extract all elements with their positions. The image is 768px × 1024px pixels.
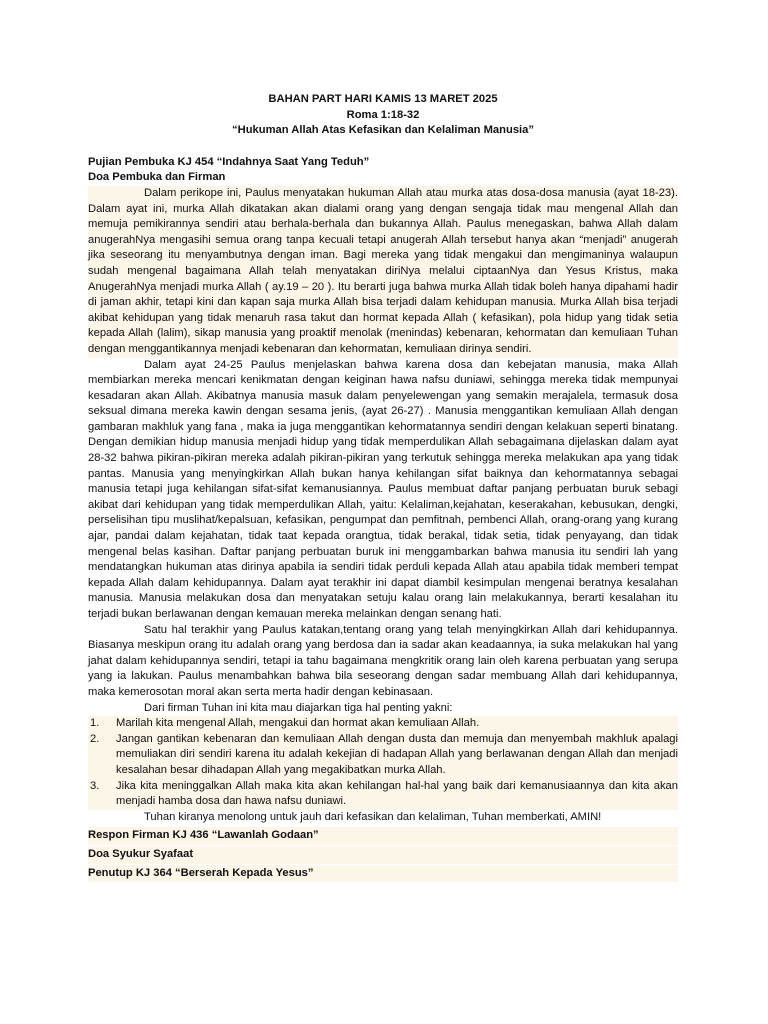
document-header: [88, 92, 678, 139]
paragraph-1: Dalam perikope ini, Paulus menyatakan hukuman Allah atau murka atas dosa-dosa manusia (ayat 18-23). Dalam ayat ini, murka Allah dikatakan akan dialami orang yang dengan sengaja tidak mau mengenal Allah dan memuja pemikirannya sendiri atau berhala-berhala dan bukannya Allah. Paulus menegaskan, bahwa Allah dalam anugerahNya mengasihi semua orang tanpa kecuali tetapi anugerah Allah tersebut hanya akan “menjadi” anugerah jika seseorang itu menyambutnya dengan iman. Bagi mereka yang tidak mengakui dan mengimaninya walaupun sudah mengenal bagaimana Allah telah menyatakan diriNya melalui ciptaanNya dan Yesus Kristus, maka AnugerahNya menjadi murka Allah ( ay.19 – 20 ). Itu berarti juga bahwa murka Allah tidak boleh hanya dipahami hadir di jaman akhir, tetapi kini dan kapan saja murka Allah bisa terjadi dalam kehidupan manusia. Murka Allah bisa terjadi akibat kehidupan yang tidak menaruh rasa takut dan hormat kepada Allah ( kefasikan), pola hidup yang tidak setia kepada Allah (lalim), sikap manusia yang proaktif menolak (menindas) kebenaran, kehormatan dan kemuliaan Tuhan dengan menggantikannya menjadi kebenaran dan kehormatan, kemuliaan dirinya sendiri.: [88, 186, 678, 358]
closing-blessing: Tuhan kiranya menolong untuk jauh dari kefasikan dan kelaliman, Tuhan memberkati, AMIN!: [144, 810, 602, 823]
closing-hymn: Penutup KJ 364 “Berserah Kepada Yesus”: [88, 865, 678, 883]
document-page: [88, 92, 678, 883]
list-item: 2. Jangan gantikan kebenaran dan kemuliaan Allah dengan dusta dan memuja dan menyembah makhluk apalagi memuliakan diri sendiri karena itu adalah kekejian di hadapan Allah yang berlawanan dengan Allah dan menjadi kesalahan besar dihadapan Allah yang megakibatkan murka Allah.: [88, 732, 678, 779]
paragraph-4: Dari firman Tuhan ini kita mau diajarkan tiga hal penting yakni:: [144, 701, 453, 714]
response-hymn: Respon Firman KJ 436 “Lawanlah Godaan”: [88, 827, 678, 845]
header-scripture: Roma 1:18-32: [346, 108, 420, 121]
paragraph-2: Dalam ayat 24-25 Paulus menjelaskan bahwa karena dosa dan kebejatan manusia, maka Allah membiarkan mereka mencari kenikmatan dengan keiginan hawa nafsu duniawi, sehingga mereka tidak mempunyai kesadaran akan Allah. Akibatnya manusia masuk dalam penyelewengan yang semakin merajalela, termasuk dosa seksual dimana mereka kawin dengan sesama jenis, (ayat 26-27) . Manusia menggantikan kemuliaan Allah dengan gambaran makhluk yang fana , maka ia juga menggantikan kehormatannya sendiri dengan kelakuan seperti binatang. Dengan demikian hidup manusia menjadi hidup yang tidak memperdulikan Allah sebagaimana dijelaskan dalam ayat 28-32 bahwa pikiran-pikiran mereka adalah pikiran-pikiran yang terkutuk sehingga mereka melakukan apa yang tidak pantas. Manusia yang menyingkirkan Allah bukan hanya kehilangan sifat baiknya dan kehormatannya sebagai manusia tetapi juga kehilangan sifat-sifat kemanusiannya. Paulus membuat daftar panjang perbuatan buruk sebagi akibat dari kehidupan yang tidak memperdulikan Allah, yaitu: Kelaliman,kejahatan, keserakahan, kebusukan, dengki, perselisihan tipu muslihat/kepalsuan, kefasikan, pengumpat dan pemfitnah, pembenci Allah, orang-orang yang kurang ajar, pandai dalam kejahatan, tidak taat kepada orangtua, tidak berakal, tidak setia, tidak penyayang, dan tidak mengenal belas kasihan. Daftar panjang perbuatan buruk ini menggambarkan bahwa manusia itu sendiri lah yang mendatangkan hukuman atas dirinya apabila ia sendiri tidak perduli kepada Allah atau apabila tidak memberi tempat kepada Allah dalam kehidupannya. Dalam ayat terakhir ini dapat diambil kesimpulan mengenai beratnya kesalahan manusia. Manusia melakukan dosa dan menyatakan setuju kalau orang lain melakukannya, berarti kesalahan itu terjadi bukan berlawanan dengan kemauan mereka melainkan dengan senang hati.: [88, 358, 678, 620]
header-title: BAHAN PART HARI KAMIS 13 MARET 2025: [268, 93, 498, 105]
opening-prayer: Doa Pembuka dan Firman: [88, 171, 226, 184]
intercessory-prayer: Doa Syukur Syafaat: [88, 846, 678, 864]
list-item: 1. Marilah kita mengenal Allah, mengakui dan hormat akan kemuliaan Allah.: [88, 716, 678, 732]
liturgy-tail: [88, 827, 678, 882]
header-theme: “Hukuman Allah Atas Kefasikan dan Kelaliman Manusia”: [232, 124, 534, 137]
opening-hymn: Pujian Pembuka KJ 454 “Indahnya Saat Yang Teduh”: [88, 155, 370, 168]
paragraph-3: Satu hal terakhir yang Paulus katakan,tentang orang yang telah menyingkirkan Allah dari kehidupannya. Biasanya meskipun orang itu adalah orang yang berdosa dan ia sadar akan keadaannya, ia suka melakukan hal yang jahat dalam kehidupannya sendiri, tetapi ia tahu bagaimana mengkritik orang lain oleh karena perbuatan yang serupa yang ia lakukan. Paulus menambahkan bahwa bila seseorang dengan sadar membuang Allah dari kehidupannya, maka kemerosotan moral akan serta merta hadir dengan kebinasaan.: [88, 623, 678, 698]
list-item: 3. Jika kita meninggalkan Allah maka kita akan kehilangan hal-hal yang baik dari kemanusiaannya dan kita akan menjadi hamba dosa dan hawa nafsu duniawi.: [88, 779, 678, 810]
lesson-list: [88, 716, 678, 810]
